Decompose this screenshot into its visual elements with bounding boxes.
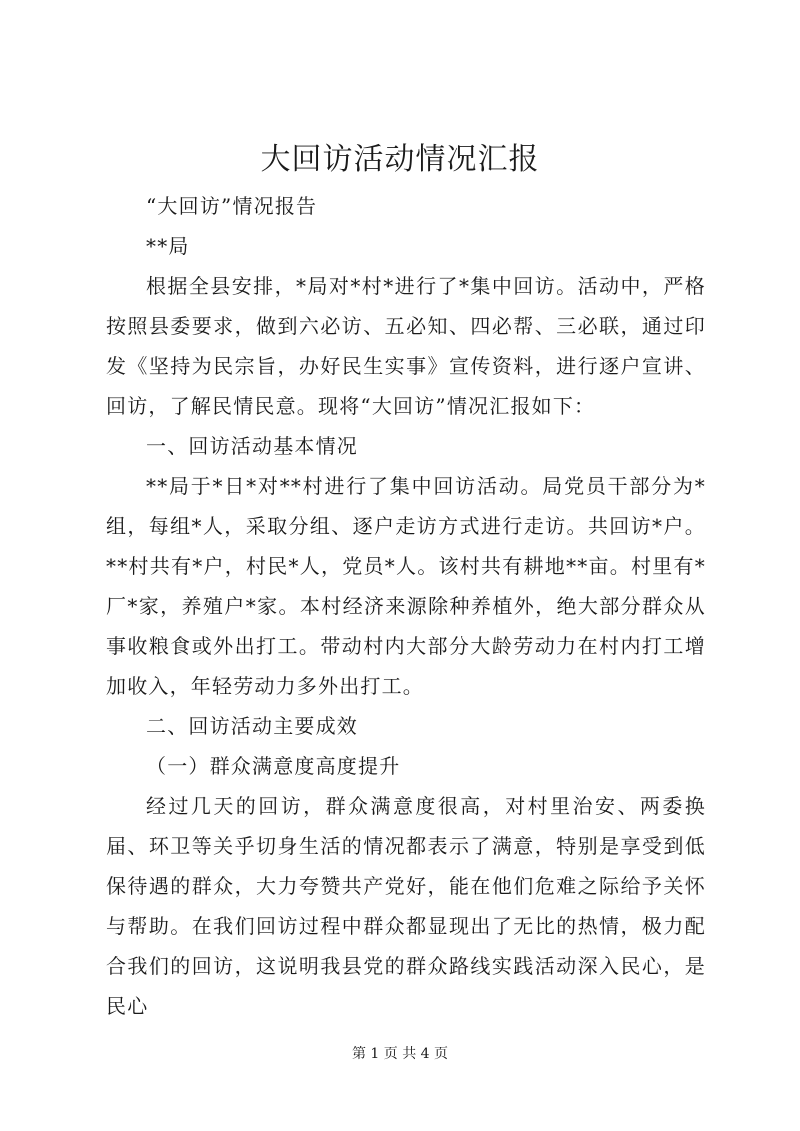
section-heading-2: 二、回访活动主要成效 [146, 714, 358, 738]
subsection-1-paragraph: 经过几天的回访，群众满意度很高，对村里治安、两委换届、环卫等关乎切身生活的情况都表示了满意，特别是享受到低保待遇的群众，大力夸赞共产党好，能在他们危难之际给予关怀与帮助。在我们回访过程中群众都显现出了无比的热情，极力配合我们的回访，这说明我县党的群众路线实践活动深入民心，是民心 [106, 794, 706, 1018]
addressee: **局 [146, 234, 190, 258]
subsection-heading-1: （一）群众满意度高度提升 [146, 754, 401, 778]
page-footer: 第 1 页 共 4 页 [351, 1046, 449, 1062]
document-body [106, 186, 706, 1026]
report-subtitle: “大回访”情况报告 [146, 194, 318, 218]
section-1-paragraph: **局于*日*对**村进行了集中回访活动。局党员干部分为*组，每组*人，采取分组、逐户走访方式进行走访。共回访*户。**村共有*户，村民*人，党员*人。该村共有耕地**亩。村里有*厂*家，养殖户*家。本村经济来源除种养植外，绝大部分群众从事收粮食或外出打工。带动村内大部分大龄劳动力在村内打工增加收入，年轻劳动力多外出打工。 [106, 474, 706, 698]
document-title: 大回访活动情况汇报 [260, 142, 540, 177]
intro-paragraph: 根据全县安排，*局对*村*进行了*集中回访。活动中，严格按照县委要求，做到六必访、五必知、四必帮、三必联，通过印发《坚持为民宗旨，办好民生实事》宣传资料，进行逐户宣讲、回访，了解民情民意。现将“大回访”情况汇报如下： [106, 274, 706, 418]
section-heading-1: 一、回访活动基本情况 [146, 434, 358, 458]
